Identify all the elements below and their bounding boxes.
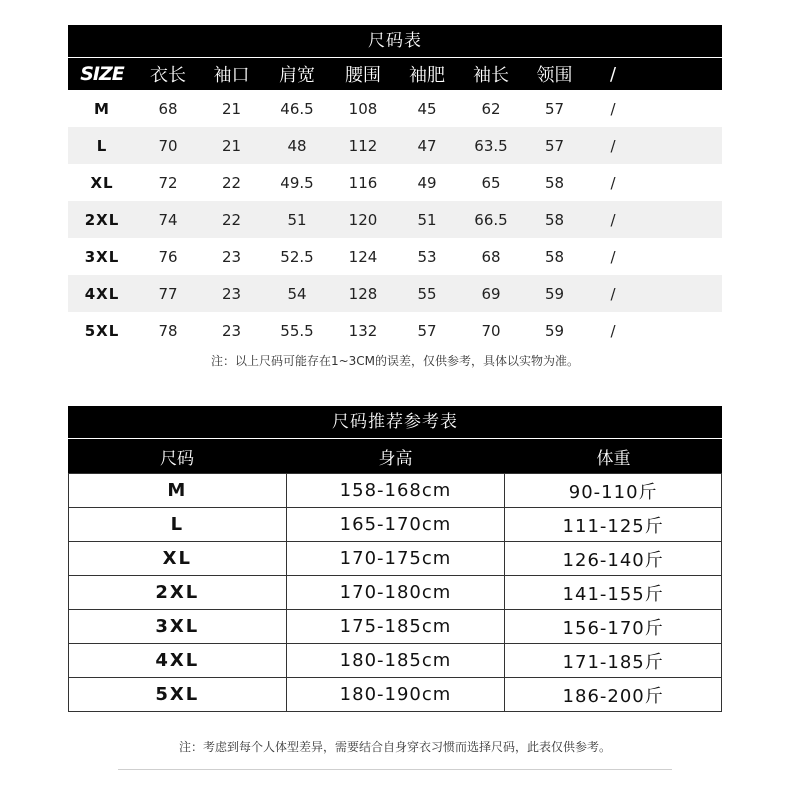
cell-sleeve-width: 49 xyxy=(417,173,437,192)
cell-length: 68 xyxy=(158,99,178,118)
cell-size: L xyxy=(170,514,185,535)
recommend-row xyxy=(69,507,721,541)
cell-collar: 57 xyxy=(544,99,565,118)
size-row xyxy=(68,238,722,275)
cell-waist: 116 xyxy=(348,173,378,192)
size-row xyxy=(68,312,722,349)
cell-length: 72 xyxy=(158,173,178,192)
cell-height: 180-190cm xyxy=(286,678,505,711)
cell-cuff: 23 xyxy=(221,321,242,340)
recommend-row xyxy=(69,473,721,507)
size-row xyxy=(68,90,722,127)
recommend-row xyxy=(69,575,721,609)
size-row xyxy=(68,201,722,238)
header-collar: 领围 xyxy=(536,65,573,86)
cell-length: 74 xyxy=(158,210,178,229)
cell-collar: 57 xyxy=(544,136,565,155)
cell-cuff: 23 xyxy=(221,247,242,266)
cell-weight: 111-125斤 xyxy=(504,508,721,541)
cell-waist: 108 xyxy=(348,99,378,118)
recommend-chart-note: 注：考虑到每个人体型差异，需要结合自身穿衣习惯而选择尺码，此表仅供参考。 xyxy=(178,740,611,754)
header-sleeve-width: 袖肥 xyxy=(409,65,445,86)
recommend-header-row xyxy=(68,438,722,473)
cell-size: XL xyxy=(162,548,193,569)
cell-waist: 112 xyxy=(348,136,378,155)
cell-weight: 90-110斤 xyxy=(504,474,721,507)
cell-height: 165-170cm xyxy=(286,508,505,541)
cell-size: 3XL xyxy=(155,616,200,637)
size-row xyxy=(68,275,722,312)
cell-height: 175-185cm xyxy=(286,610,505,643)
recommend-chart-title: 尺码推荐参考表 xyxy=(68,406,722,438)
cell-height: 180-185cm xyxy=(286,644,505,677)
cell-sleeve-width: 53 xyxy=(417,247,437,266)
size-row xyxy=(68,127,722,164)
cell-size: M xyxy=(94,99,110,118)
cell-weight: 141-155斤 xyxy=(504,576,721,609)
cell-collar: 58 xyxy=(544,247,565,266)
cell-size: 5XL xyxy=(155,684,200,705)
size-chart-note: 注：以上尺码可能存在1~3CM的误差，仅供参考，具体以实物为准。 xyxy=(210,354,580,368)
header-height: 身高 xyxy=(378,448,413,469)
cell-height: 158-168cm xyxy=(286,474,505,507)
cell-sleeve-length: 69 xyxy=(481,284,501,303)
cell-sleeve-length: 66.5 xyxy=(474,210,508,229)
cell-sleeve-width: 57 xyxy=(417,321,437,340)
cell-weight: 126-140斤 xyxy=(504,542,721,575)
cell-size: L xyxy=(96,136,108,155)
cell-size: 2XL xyxy=(155,582,200,603)
cell-sleeve-length: 63.5 xyxy=(474,136,508,155)
cell-shoulder: 48 xyxy=(287,136,307,155)
cell-waist: 128 xyxy=(348,284,378,303)
cell-waist: 132 xyxy=(348,321,378,340)
header-sleeve-length: 袖长 xyxy=(473,65,509,86)
cell-sleeve-width: 45 xyxy=(417,99,437,118)
cell-sleeve-width: 55 xyxy=(417,284,437,303)
recommend-row xyxy=(69,609,721,643)
header-size: SIZE xyxy=(80,63,124,85)
cell-length: 70 xyxy=(158,136,178,155)
cell-shoulder: 54 xyxy=(287,284,307,303)
cell-slash: / xyxy=(610,99,616,118)
size-chart-title: 尺码表 xyxy=(68,25,722,57)
cell-weight: 156-170斤 xyxy=(504,610,721,643)
cell-sleeve-length: 68 xyxy=(481,247,501,266)
cell-collar: 59 xyxy=(544,284,565,303)
bottom-divider xyxy=(118,769,672,770)
cell-size: 5XL xyxy=(84,321,120,340)
header-weight: 体重 xyxy=(596,448,631,469)
size-chart-table xyxy=(68,25,722,349)
header-cuff: 袖口 xyxy=(213,65,250,86)
header-length: 衣长 xyxy=(150,65,186,86)
cell-length: 77 xyxy=(158,284,178,303)
recommend-row xyxy=(69,541,721,575)
cell-waist: 124 xyxy=(348,247,378,266)
recommend-row xyxy=(69,643,721,677)
cell-waist: 120 xyxy=(348,210,378,229)
cell-collar: 58 xyxy=(544,173,565,192)
cell-collar: 58 xyxy=(544,210,565,229)
header-waist: 腰围 xyxy=(345,65,381,86)
cell-sleeve-length: 62 xyxy=(481,99,501,118)
cell-cuff: 21 xyxy=(221,136,242,155)
cell-weight: 186-200斤 xyxy=(504,678,721,711)
cell-size: 2XL xyxy=(84,210,120,229)
header-shoulder: 肩宽 xyxy=(279,65,315,86)
cell-sleeve-length: 65 xyxy=(481,173,501,192)
cell-size: M xyxy=(167,480,188,501)
header-size-code: 尺码 xyxy=(160,448,194,469)
cell-slash: / xyxy=(610,173,616,192)
size-recommend-table xyxy=(68,406,722,712)
cell-size: 4XL xyxy=(84,284,120,303)
cell-length: 78 xyxy=(158,321,178,340)
cell-size: 3XL xyxy=(84,247,120,266)
cell-height: 170-175cm xyxy=(286,542,505,575)
cell-shoulder: 46.5 xyxy=(280,99,314,118)
size-row xyxy=(68,164,722,201)
cell-weight: 171-185斤 xyxy=(504,644,721,677)
cell-size: XL xyxy=(90,173,114,192)
cell-slash: / xyxy=(610,284,616,303)
cell-cuff: 21 xyxy=(221,99,242,118)
cell-shoulder: 52.5 xyxy=(280,247,314,266)
cell-shoulder: 51 xyxy=(287,210,307,229)
cell-cuff: 22 xyxy=(221,210,242,229)
cell-height: 170-180cm xyxy=(286,576,505,609)
cell-shoulder: 55.5 xyxy=(280,321,314,340)
cell-slash: / xyxy=(610,210,616,229)
header-slash: / xyxy=(609,63,617,85)
cell-slash: / xyxy=(610,247,616,266)
cell-sleeve-width: 51 xyxy=(417,210,437,229)
cell-slash: / xyxy=(610,321,616,340)
cell-shoulder: 49.5 xyxy=(280,173,314,192)
cell-sleeve-width: 47 xyxy=(417,136,437,155)
cell-length: 76 xyxy=(158,247,178,266)
size-chart-header-row xyxy=(68,57,722,90)
cell-cuff: 22 xyxy=(221,173,242,192)
cell-sleeve-length: 70 xyxy=(481,321,501,340)
cell-cuff: 23 xyxy=(221,284,242,303)
cell-collar: 59 xyxy=(544,321,565,340)
cell-size: 4XL xyxy=(155,650,200,671)
cell-slash: / xyxy=(610,136,616,155)
recommend-row xyxy=(69,677,721,711)
